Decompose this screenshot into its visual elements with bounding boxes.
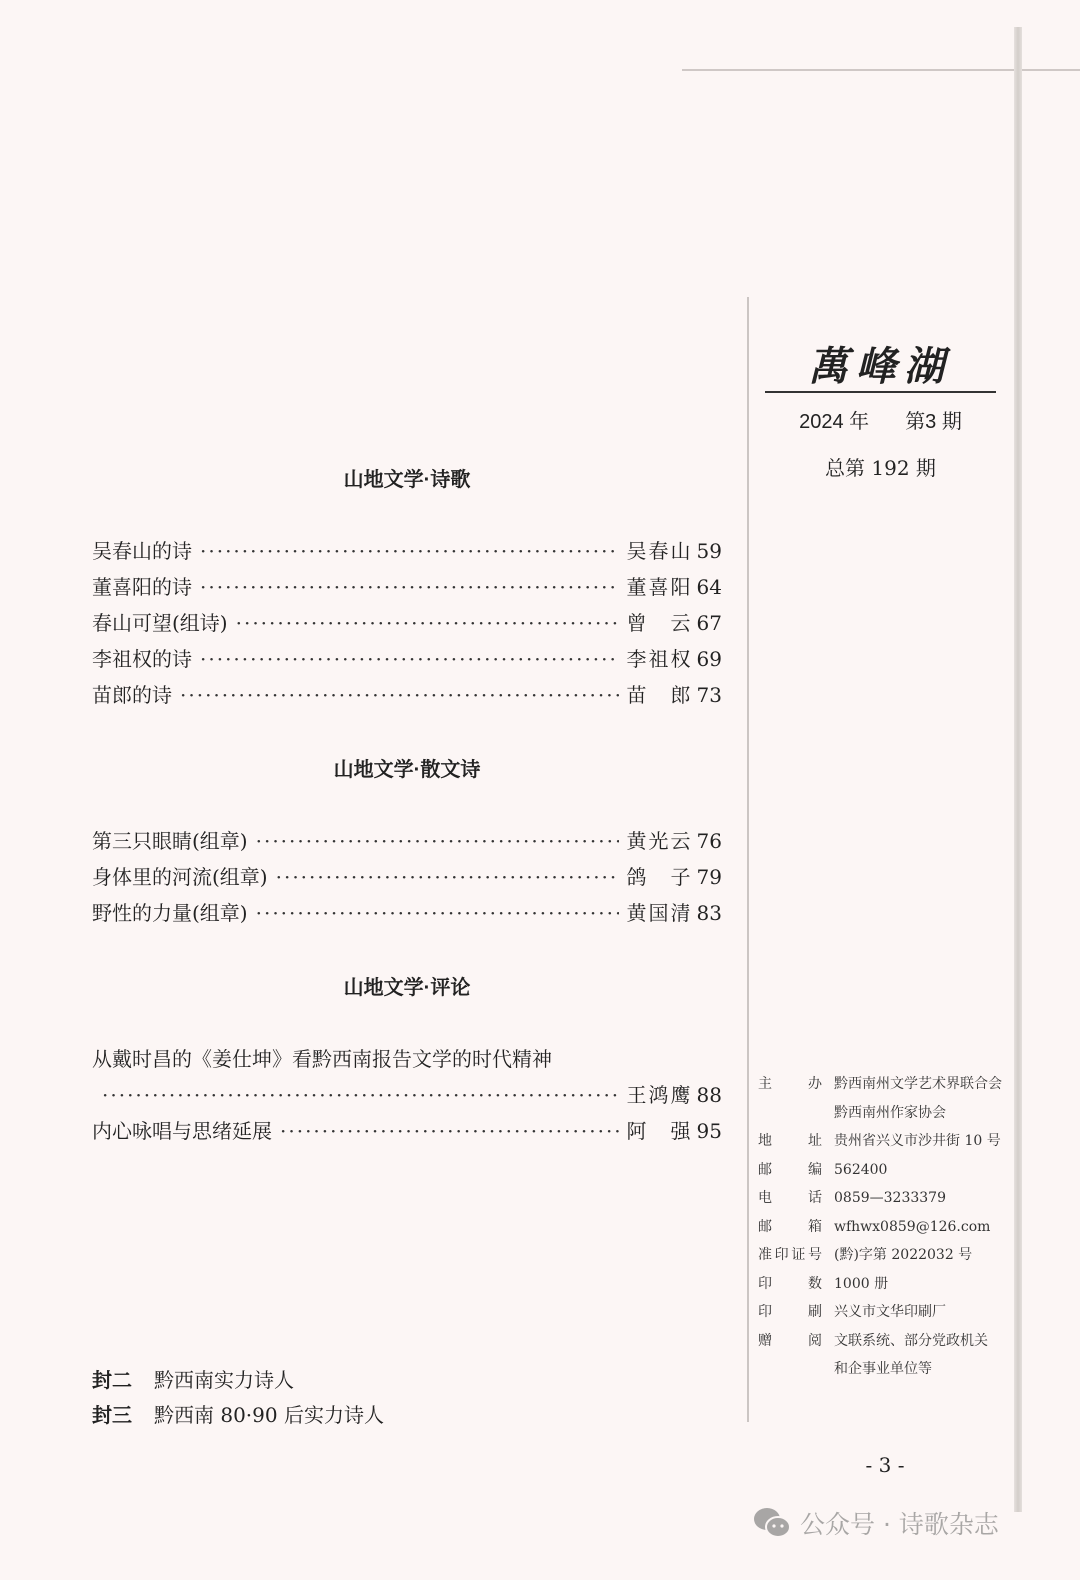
- toc-entry[interactable]: [92, 607, 722, 637]
- info-value: wfhwx0859@126.com: [834, 1218, 991, 1235]
- section-heading-criticism: 山地文学·评论: [343, 977, 471, 999]
- cover-text: 黔西南实力诗人: [154, 1368, 294, 1392]
- publication-info: [758, 1070, 1018, 1384]
- info-key: [758, 1355, 834, 1384]
- toc-entry[interactable]: [92, 643, 722, 673]
- toc-entry[interactable]: [92, 571, 722, 601]
- page-number: - 3 -: [865, 1453, 905, 1477]
- entry-title: 董喜阳的诗: [92, 575, 192, 599]
- magazine-logo: 萬峰湖: [808, 343, 952, 390]
- entry-title: 野性的力量(组章): [92, 901, 248, 925]
- total-issue: 总第 192 期: [825, 456, 936, 480]
- leader-dots: [200, 539, 619, 563]
- entry-title: 内心咏唱与思绪延展: [92, 1119, 272, 1143]
- info-value: 0859—3233379: [834, 1190, 946, 1206]
- toc-entry[interactable]: [92, 1079, 722, 1109]
- info-key: [758, 1099, 834, 1128]
- info-key: 地址: [758, 1133, 822, 1149]
- entry-page: 76: [696, 829, 722, 853]
- leader-dots: [236, 611, 619, 635]
- entry-page: 64: [696, 575, 722, 599]
- column-divider: [747, 297, 749, 1422]
- section-heading-prose-poetry: 山地文学·散文诗: [333, 759, 481, 781]
- issue-line: [765, 405, 996, 434]
- toc-entry[interactable]: [92, 535, 722, 565]
- info-value: 贵州省兴义市沙井街 10 号: [834, 1133, 1001, 1149]
- info-key: 准印证号: [758, 1247, 822, 1263]
- toc-entry-title-line[interactable]: [92, 1043, 722, 1073]
- issue-number: 第3 期: [905, 411, 962, 433]
- section-heading-poetry: 山地文学·诗歌: [343, 469, 471, 491]
- entry-author: 王鸿鹰: [626, 1083, 693, 1107]
- cover-label: 封二: [92, 1370, 132, 1392]
- entry-title: 李祖权的诗: [92, 647, 192, 671]
- info-key: 主办: [758, 1076, 822, 1092]
- info-value: 562400: [834, 1161, 888, 1178]
- logo-rule: [765, 391, 996, 393]
- entry-page: 83: [696, 901, 722, 925]
- cover-text: 黔西南 80·90 后实力诗人: [154, 1403, 384, 1427]
- entry-author: 黄光云: [626, 829, 693, 853]
- wechat-icon: [752, 1506, 792, 1540]
- entry-page: 79: [696, 865, 722, 889]
- leader-dots: [200, 647, 619, 671]
- entry-author: 鸽 子: [626, 865, 693, 889]
- info-key: 邮箱: [758, 1218, 822, 1235]
- toc-entry[interactable]: [92, 1115, 722, 1145]
- entry-author: 吴春山: [626, 539, 693, 563]
- watermark: [752, 1505, 999, 1541]
- entry-title: 身体里的河流(组章): [92, 865, 268, 889]
- info-value: 兴义市文华印刷厂: [834, 1304, 946, 1320]
- entry-page: 67: [696, 611, 722, 635]
- leader-dots: [280, 1119, 619, 1143]
- leader-dots: [102, 1083, 619, 1107]
- entry-title: 春山可望(组诗): [92, 611, 228, 635]
- info-value: 和企事业单位等: [834, 1361, 932, 1377]
- entry-title: 苗郎的诗: [92, 683, 172, 707]
- inside-back-cover-note: [92, 1399, 384, 1428]
- info-value: 黔西南州文学艺术界联合会: [834, 1076, 1002, 1092]
- info-value: 1000 册: [834, 1275, 889, 1292]
- info-value: 黔西南州作家协会: [834, 1104, 946, 1121]
- entry-title: 从戴时昌的《姜仕坤》看黔西南报告文学的时代精神: [92, 1047, 552, 1071]
- cover-label: 封三: [92, 1405, 132, 1427]
- entry-title: 吴春山的诗: [92, 539, 192, 563]
- entry-author: 董喜阳: [626, 575, 693, 599]
- toc-entry[interactable]: [92, 897, 722, 927]
- leader-dots: [256, 829, 619, 853]
- info-key: 邮编: [758, 1161, 822, 1178]
- toc-entry[interactable]: [92, 679, 722, 709]
- issue-year: 2024 年: [799, 411, 870, 433]
- entry-author: 黄国清: [626, 901, 693, 925]
- entry-page: 73: [696, 683, 722, 707]
- entry-author: 李祖权: [626, 647, 693, 671]
- entry-page: 95: [696, 1119, 722, 1143]
- watermark-text: 公众号 · 诗歌杂志: [800, 1510, 999, 1539]
- info-key: 电话: [758, 1190, 822, 1206]
- info-value: (黔)字第 2022032 号: [834, 1247, 973, 1263]
- info-key: 印刷: [758, 1304, 822, 1320]
- leader-dots: [276, 865, 619, 889]
- info-value: 文联系统、部分党政机关: [834, 1332, 988, 1349]
- entry-author: 阿 强: [626, 1119, 693, 1143]
- entry-author: 曾 云: [626, 611, 693, 635]
- leader-dots: [256, 901, 619, 925]
- toc-entry[interactable]: [92, 825, 722, 855]
- entry-title: 第三只眼睛(组章): [92, 829, 248, 853]
- entry-page: 88: [696, 1083, 722, 1107]
- entry-page: 59: [696, 539, 722, 563]
- inside-front-cover-note: [92, 1364, 294, 1393]
- info-key: 赠阅: [758, 1332, 822, 1349]
- leader-dots: [200, 575, 619, 599]
- leader-dots: [180, 683, 619, 707]
- entry-page: 69: [696, 647, 722, 671]
- toc-entry[interactable]: [92, 861, 722, 891]
- info-key: 印数: [758, 1275, 822, 1292]
- entry-author: 苗 郎: [626, 683, 693, 707]
